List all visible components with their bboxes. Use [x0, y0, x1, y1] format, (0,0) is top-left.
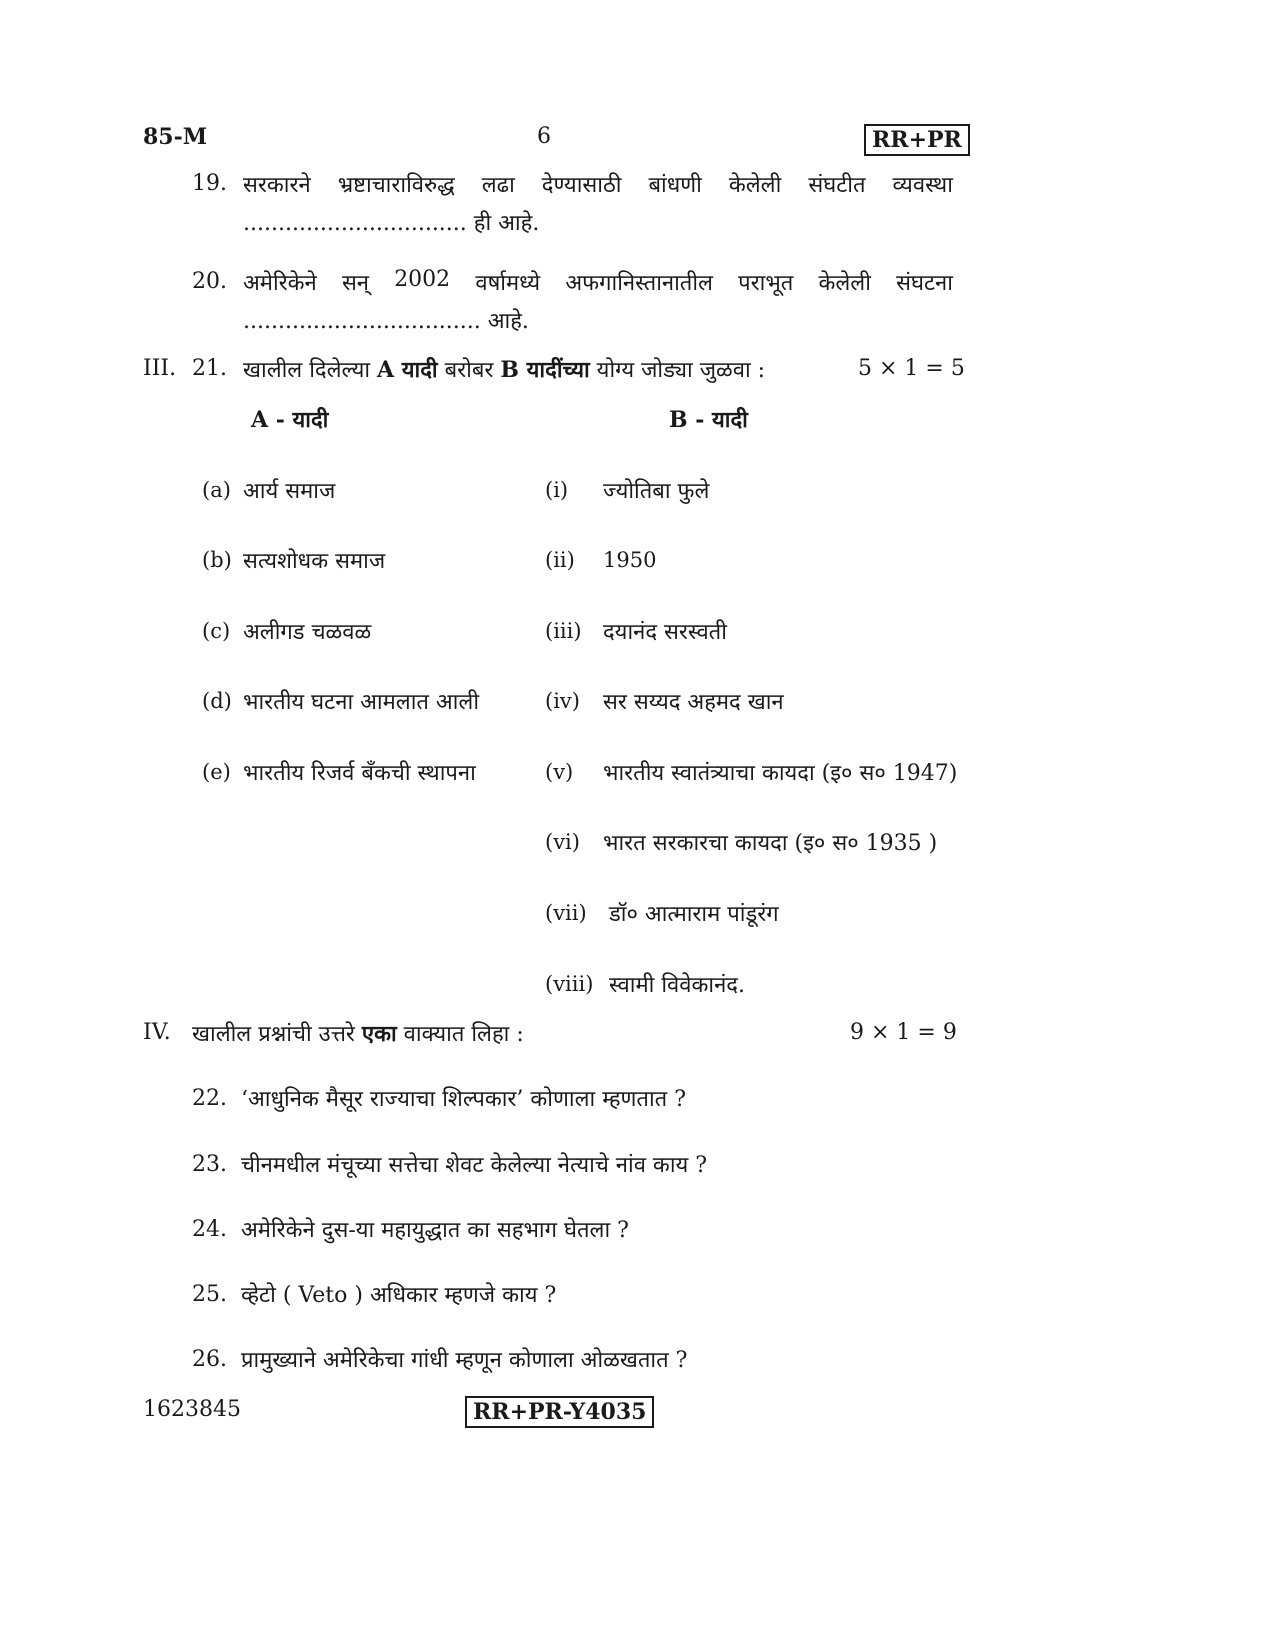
question-number: 22.	[192, 1086, 227, 1111]
q19-word: भ्रष्टाचाराविरुद्ध	[337, 173, 455, 198]
list-a-label: (d)	[202, 689, 232, 713]
q21-instr-bold-b: B यादींच्या	[500, 357, 590, 383]
q20-word: पराभूत	[738, 271, 794, 296]
list-b-label: (i)	[545, 478, 569, 502]
list-b-label: (v)	[545, 760, 574, 784]
section4-marks: 9 × 1 = 9	[850, 1020, 957, 1045]
list-b-item: सर सय्यद अहमद खान	[603, 690, 784, 715]
q21-instr-text: बरोबर	[437, 358, 501, 383]
q19-word: लढा	[481, 173, 515, 198]
q19-word: बांधणी	[648, 173, 702, 198]
section3-roman: III.	[143, 356, 177, 381]
q21-instr-text: योग्य जोड्या जुळवा :	[589, 358, 766, 383]
list-b-item: ज्योतिबा फुले	[603, 479, 710, 504]
question-text: ‘आधुनिक मैसूर राज्याचा शिल्पकार’ कोणाला म्हणतात ?	[241, 1087, 686, 1112]
q21-number: 21.	[192, 356, 227, 381]
q19-line1	[243, 169, 953, 199]
q20-word: संघटना	[896, 271, 953, 296]
section4-instr-bold: एका	[361, 1021, 397, 1047]
list-b-label: (iii)	[545, 619, 582, 643]
q21-marks: 5 × 1 = 5	[858, 356, 965, 381]
q20-line1	[243, 267, 953, 297]
question-text: चीनमधील मंचूच्या सत्तेचा शेवट केलेल्या नेत्याचे नांव काय ?	[241, 1153, 708, 1178]
question-text: अमेरिकेने दुस-या महायुद्धात का सहभाग घेतला ?	[241, 1218, 629, 1243]
question-text: व्हेटो ( Veto ) अधिकार म्हणजे काय ?	[241, 1283, 557, 1308]
q19-word: केलेली	[728, 173, 782, 198]
list-a-label: (b)	[202, 548, 232, 572]
list-b-item: स्वामी विवेकानंद.	[609, 973, 745, 998]
series-box: RR+PR	[864, 124, 970, 156]
list-b-item: भारत सरकारचा कायदा (इ० स० 1935 )	[603, 831, 938, 856]
q20-word: वर्षामध्ये	[475, 271, 541, 296]
q19-line2: ................................ ही आहे.	[243, 211, 540, 236]
q19-word: संघटीत	[808, 173, 866, 198]
list-a-header: A - यादी	[251, 407, 329, 433]
page-number: 6	[537, 124, 551, 149]
list-b-label: (viii)	[545, 972, 594, 996]
list-a-item: अलीगड चळवळ	[243, 620, 372, 645]
question-number: 26.	[192, 1347, 227, 1372]
q20-word: अफगानिस्तानातील	[565, 271, 713, 296]
list-a-item: सत्यशोधक समाज	[243, 549, 386, 574]
list-a-label: (c)	[202, 619, 231, 643]
section4-instruction	[192, 1018, 524, 1048]
q20-word: अमेरिकेने	[243, 271, 317, 296]
paper-code: 85-M	[143, 124, 208, 150]
list-b-item: डॉ० आत्माराम पांडूरंग	[609, 902, 779, 927]
question-number: 23.	[192, 1152, 227, 1177]
q19-word: व्यवस्था	[892, 173, 953, 198]
list-b-item: दयानंद सरस्वती	[603, 620, 727, 645]
footer-series-box: RR+PR-Y4035	[465, 1396, 654, 1428]
list-a-label: (e)	[202, 760, 231, 784]
list-a-item: भारतीय घटना आमलात आली	[243, 690, 480, 715]
q21-instruction	[243, 354, 765, 384]
question-number: 24.	[192, 1217, 227, 1242]
list-b-label: (vii)	[545, 901, 587, 925]
q20-number: 20.	[192, 269, 227, 294]
list-b-label: (iv)	[545, 689, 580, 713]
q19-word: सरकारने	[243, 173, 311, 198]
footer-code: 1623845	[143, 1397, 241, 1422]
list-b-label: (vi)	[545, 830, 580, 854]
list-b-item: भारतीय स्वातंत्र्याचा कायदा (इ० स० 1947)	[603, 761, 958, 786]
q20-line2: .................................. आहे.	[243, 309, 529, 334]
list-b-header: B - यादी	[669, 407, 748, 433]
question-number: 25.	[192, 1282, 227, 1307]
section4-instr-text: खालील प्रश्नांची उत्तरे	[192, 1022, 362, 1047]
q20-word: केलेली	[818, 271, 871, 296]
question-text: प्रामुख्याने अमेरिकेचा गांधी म्हणून कोणाला ओळखतात ?	[241, 1348, 688, 1373]
list-a-item: आर्य समाज	[243, 479, 336, 504]
section4-roman: IV.	[143, 1020, 171, 1045]
q19-word: देण्यासाठी	[541, 173, 622, 198]
q21-instr-text: खालील दिलेल्या	[243, 358, 378, 383]
q19-number: 19.	[192, 171, 227, 196]
section4-instr-text: वाक्यात लिहा :	[396, 1022, 524, 1047]
list-a-label: (a)	[202, 478, 231, 502]
q20-word: सन्	[341, 271, 370, 296]
list-b-label: (ii)	[545, 548, 575, 572]
list-b-item: 1950	[603, 548, 657, 572]
q20-word: 2002	[394, 267, 451, 292]
q21-instr-bold-a: A यादी	[377, 357, 438, 383]
list-a-item: भारतीय रिजर्व बँकची स्थापना	[243, 761, 476, 786]
